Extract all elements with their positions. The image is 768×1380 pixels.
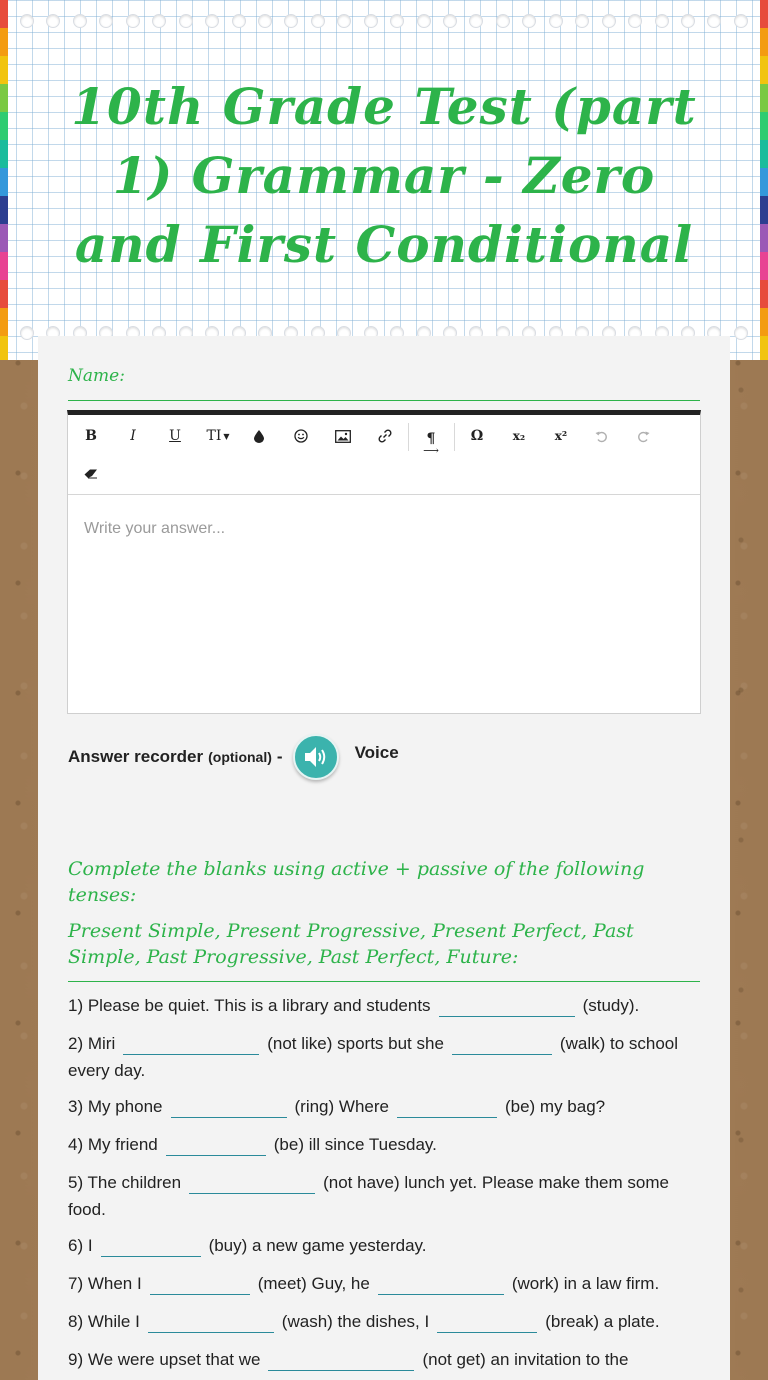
question-6 — [68, 1232, 702, 1259]
redo-icon — [637, 430, 650, 443]
undo-icon — [595, 430, 608, 443]
text-size-label: TI — [206, 428, 222, 444]
bold-button[interactable]: B — [85, 428, 97, 444]
answer-blank[interactable] — [378, 1275, 504, 1295]
link-icon — [378, 429, 392, 443]
answer-blank[interactable] — [123, 1035, 259, 1055]
insert-link-button[interactable] — [370, 423, 400, 449]
question-text: 4) My friend — [68, 1135, 158, 1154]
italic-button[interactable]: I — [130, 428, 136, 444]
emoji-button[interactable] — [286, 423, 316, 449]
toolbar-separator — [454, 423, 455, 451]
text-color-button[interactable] — [244, 423, 274, 449]
answer-recorder — [68, 732, 399, 782]
paragraph-direction-button[interactable] — [416, 423, 446, 463]
clear-format-button[interactable] — [76, 461, 106, 487]
image-icon — [335, 430, 351, 443]
question-text: (walk) to school every day. — [68, 1034, 679, 1080]
arrow-right-icon: ⟶ — [423, 444, 439, 457]
question-text: (work) in a law firm. — [511, 1274, 660, 1293]
question-text: (study). — [582, 996, 640, 1015]
answer-editor — [67, 410, 701, 714]
question-text: (break) a plate. — [545, 1312, 660, 1331]
worksheet-card — [38, 336, 730, 1380]
answer-blank[interactable] — [268, 1351, 414, 1371]
recorder-dash: - — [276, 747, 283, 766]
question-text: (wash) the dishes, I — [281, 1312, 430, 1331]
question-text: 7) When I — [68, 1274, 142, 1293]
question-text: (be) ill since Tuesday. — [273, 1135, 437, 1154]
insert-image-button[interactable] — [328, 423, 358, 449]
text-size-dropdown[interactable] — [198, 423, 238, 449]
recorder-optional-label: (optional) — [208, 749, 272, 765]
question-5 — [68, 1169, 702, 1223]
smiley-icon — [294, 429, 308, 443]
instructions-line-1: Complete the blanks using active + passive of the following tenses: — [68, 858, 645, 906]
question-text: (not like) sports but she — [267, 1034, 444, 1053]
speaker-icon — [303, 745, 329, 769]
question-text: 2) Miri — [68, 1034, 116, 1053]
answer-blank[interactable] — [452, 1035, 552, 1055]
special-character-button[interactable]: Ω — [470, 428, 484, 444]
answer-blank[interactable] — [171, 1098, 287, 1118]
instructions-line-2: Present Simple, Present Progressive, Present Perfect, Past Simple, Past Progressive, Past Perfect, Future: — [68, 920, 634, 968]
question-9 — [68, 1346, 702, 1373]
answer-blank[interactable] — [189, 1174, 315, 1194]
superscript-button[interactable]: x² — [554, 429, 568, 443]
eraser-icon — [84, 469, 98, 479]
header-banner — [0, 0, 768, 360]
question-text: 5) The children — [68, 1173, 182, 1192]
voice-record-button[interactable] — [293, 734, 339, 780]
question-7 — [68, 1270, 702, 1297]
recorder-label: Answer recorder — [68, 747, 204, 766]
answer-blank[interactable] — [150, 1275, 250, 1295]
question-text: 6) I — [68, 1236, 93, 1255]
name-underline — [68, 400, 700, 401]
question-text: 1) Please be quiet. This is a library and students — [68, 996, 431, 1015]
question-text: (be) my bag? — [504, 1097, 606, 1116]
question-text: (not have) lunch yet. Please make them some food. — [68, 1173, 669, 1219]
question-text: 8) While I — [68, 1312, 140, 1331]
page-title: 10th Grade Test (part 1) Grammar - Zero and First Conditional — [71, 77, 697, 274]
voice-label: Voice — [354, 743, 399, 762]
question-1 — [68, 992, 702, 1019]
left-color-stripe — [0, 0, 8, 360]
question-text: (meet) Guy, he — [257, 1274, 370, 1293]
answer-blank[interactable] — [101, 1237, 201, 1257]
undo-button[interactable] — [586, 423, 616, 449]
toolbar-separator — [408, 423, 409, 451]
paper-holes-top — [20, 14, 748, 32]
answer-blank[interactable] — [397, 1098, 497, 1118]
right-color-stripe — [760, 0, 768, 360]
subscript-button[interactable]: x₂ — [512, 429, 526, 443]
name-label: Name: — [68, 366, 125, 386]
question-3 — [68, 1093, 702, 1120]
ink-drop-icon — [254, 430, 264, 443]
question-8 — [68, 1308, 702, 1335]
underline-button[interactable]: U — [169, 428, 181, 444]
answer-blank[interactable] — [439, 997, 575, 1017]
editor-toolbar — [68, 415, 700, 495]
redo-button[interactable] — [628, 423, 658, 449]
question-text: 3) My phone — [68, 1097, 163, 1116]
question-2 — [68, 1030, 702, 1084]
question-4 — [68, 1131, 702, 1158]
instructions-divider — [68, 981, 700, 982]
question-text: 9) We were upset that we — [68, 1350, 261, 1369]
question-text: (ring) Where — [294, 1097, 389, 1116]
answer-textarea[interactable]: Write your answer... — [84, 520, 226, 537]
question-text: (buy) a new game yesterday. — [208, 1236, 427, 1255]
question-text: (not get) an invitation to the — [422, 1350, 629, 1369]
caret-down-icon: ▼ — [223, 431, 230, 441]
answer-blank[interactable] — [437, 1313, 537, 1333]
answer-blank[interactable] — [166, 1136, 266, 1156]
answer-blank[interactable] — [148, 1313, 274, 1333]
paragraph-label: ¶ — [426, 431, 436, 447]
